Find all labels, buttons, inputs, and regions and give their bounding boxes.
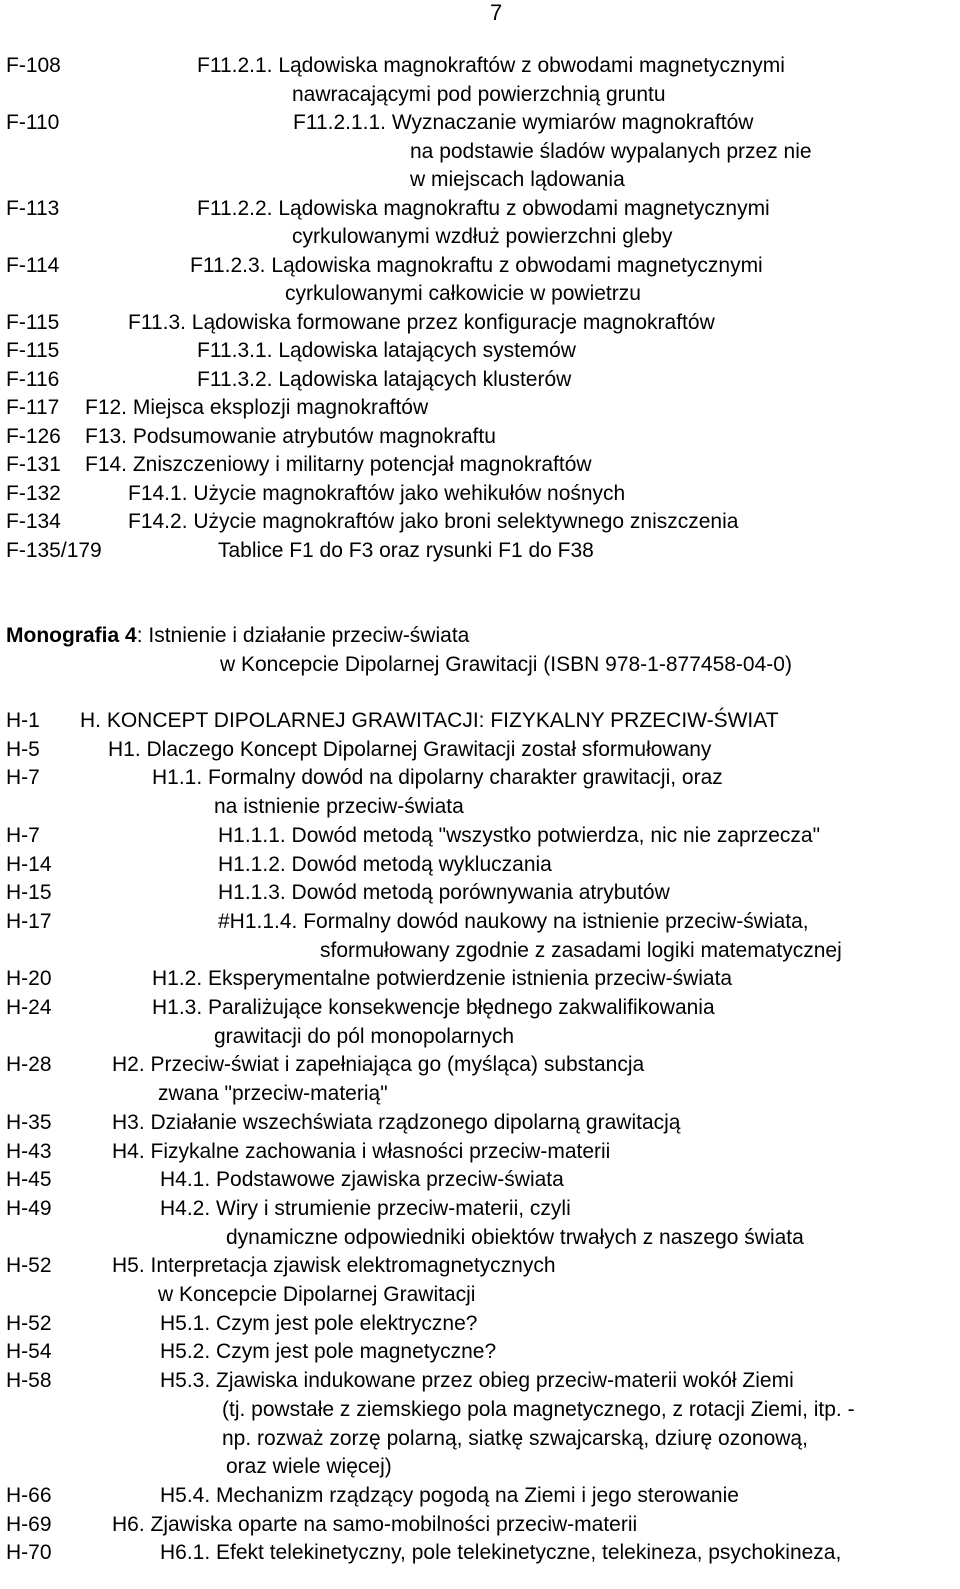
toc-row xyxy=(0,1338,960,1366)
toc-row xyxy=(0,366,960,394)
toc-entry-text: F11.3.2. Lądowiska latających klusterów xyxy=(197,367,572,391)
toc-entry-text: F13. Podsumowanie atrybutów magnokraftu xyxy=(85,424,496,448)
toc-entry-text: F11.2.2. Lądowiska magnokraftu z obwodami magnetycznymi xyxy=(197,196,770,220)
toc-row xyxy=(0,81,960,109)
toc-row xyxy=(0,508,960,536)
toc-row xyxy=(0,994,960,1022)
toc-row xyxy=(0,1252,960,1280)
toc-entry-text: F11.2.3. Lądowiska magnokraftu z obwodami magnetycznymi xyxy=(190,253,763,277)
toc-row xyxy=(0,879,960,907)
toc-page-ref: H-70 xyxy=(6,1541,52,1565)
toc-entry-text: np. rozważ zorzę polarną, siatkę szwajcarską, dziurę ozonową, xyxy=(222,1426,808,1450)
toc-entry-text: na podstawie śladów wypalanych przez nie xyxy=(410,139,812,163)
toc-row xyxy=(0,195,960,223)
toc-page-ref: H-35 xyxy=(6,1110,52,1134)
toc-page-ref: H-69 xyxy=(6,1512,52,1536)
toc-page-ref: H-58 xyxy=(6,1369,52,1393)
toc-page-ref: H-52 xyxy=(6,1254,52,1278)
toc-row xyxy=(0,1425,960,1453)
toc-page-ref: H-28 xyxy=(6,1053,52,1077)
toc-entry-text: H1.1. Formalny dowód na dipolarny charakter grawitacji, oraz xyxy=(152,766,723,790)
monograph-heading xyxy=(6,622,469,650)
toc-row xyxy=(0,252,960,280)
toc-page-ref: F-108 xyxy=(6,54,61,77)
toc-page-ref: F-134 xyxy=(6,510,61,533)
toc-row xyxy=(0,764,960,792)
toc-entry-text: H6.1. Efekt telekinetyczny, pole telekinetyczne, telekineza, psychokineza, xyxy=(160,1541,842,1565)
toc-row xyxy=(0,1224,960,1252)
toc-row xyxy=(0,451,960,479)
toc-entry-text: H6. Zjawiska oparte na samo-mobilności przeciw-materii xyxy=(112,1512,638,1536)
toc-page-ref: F-117 xyxy=(6,396,60,419)
toc-entry-text: H4. Fizykalne zachowania i własności przeciw-materii xyxy=(112,1139,611,1163)
toc-row xyxy=(0,309,960,337)
toc-row xyxy=(0,1080,960,1108)
toc-entry-text: F14. Zniszczeniowy i militarny potencjał magnokraftów xyxy=(85,453,592,476)
toc-entry-text: F11.3. Lądowiska formowane przez konfiguracje magnokraftów xyxy=(128,310,715,334)
toc-row xyxy=(0,537,960,565)
toc-entry-text: H5. Interpretacja zjawisk elektromagnetycznych xyxy=(112,1254,556,1278)
toc-row xyxy=(0,1166,960,1194)
toc-row xyxy=(0,1109,960,1137)
toc-entry-text: (tj. powstałe z ziemskiego pola magnetycznego, z rotacji Ziemi, itp. - xyxy=(222,1397,855,1421)
toc-row xyxy=(0,1310,960,1338)
toc-row xyxy=(0,166,960,194)
toc-entry-text: oraz wiele więcej) xyxy=(226,1455,392,1479)
toc-entry-text: w miejscach lądowania xyxy=(410,168,625,191)
toc-row xyxy=(0,1453,960,1481)
toc-entry-text: F11.2.1. Lądowiska magnokraftów z obwodami magnetycznymi xyxy=(197,54,785,77)
monograph-label: Monografia 4 xyxy=(6,624,137,647)
toc-page-ref: F-115 xyxy=(6,310,60,334)
toc-entry-text: H1. Dlaczego Koncept Dipolarnej Grawitacji został sformułowany xyxy=(108,737,712,761)
toc-row xyxy=(0,965,960,993)
toc-entry-text: F12. Miejsca eksplozji magnokraftów xyxy=(85,396,429,419)
toc-page-ref: F-126 xyxy=(6,424,61,448)
toc-entry-text: H1.1.1. Dowód metodą "wszystko potwierdza, nic nie zaprzecza" xyxy=(218,823,821,847)
toc-entry-text: nawracającymi pod powierzchnią gruntu xyxy=(292,82,666,106)
toc-entry-text: dynamiczne odpowiedniki obiektów trwałych z naszego świata xyxy=(226,1225,804,1249)
toc-entry-text: H1.1.2. Dowód metodą wykluczania xyxy=(218,852,552,876)
toc-row xyxy=(0,1023,960,1051)
toc-page-ref: H-52 xyxy=(6,1311,52,1335)
toc-page-ref: F-135/179 xyxy=(6,538,102,562)
toc-row xyxy=(0,1539,960,1567)
toc-row xyxy=(0,1482,960,1510)
toc-entry-text: grawitacji do pól monopolarnych xyxy=(214,1024,514,1048)
monograph-title-line2: w Koncepcie Dipolarnej Grawitacji (ISBN 978-1-877458-04-0) xyxy=(220,653,792,676)
toc-row xyxy=(0,52,960,80)
toc-entry-text: cyrkulowanymi całkowicie w powietrzu xyxy=(285,282,641,305)
toc-entry-text: sformułowany zgodnie z zasadami logiki matematycznej xyxy=(320,938,842,962)
toc-entry-text: na istnienie przeciw-świata xyxy=(214,795,464,819)
toc-page-ref: H-20 xyxy=(6,967,52,991)
toc-page-ref: F-116 xyxy=(6,367,60,391)
toc-page-ref: F-132 xyxy=(6,481,61,505)
toc-entry-text: H5.4. Mechanizm rządzący pogodą na Ziemi i jego sterowanie xyxy=(160,1483,739,1507)
toc-page-ref: H-1 xyxy=(6,709,40,732)
toc-entry-text: #H1.1.4. Formalny dowód naukowy na istnienie przeciw-świata, xyxy=(218,909,809,933)
toc-entry-text: Tablice F1 do F3 oraz rysunki F1 do F38 xyxy=(218,538,594,562)
toc-row xyxy=(0,793,960,821)
toc-row xyxy=(0,1138,960,1166)
toc-page-ref: H-7 xyxy=(6,823,40,847)
toc-page-ref: H-66 xyxy=(6,1483,52,1507)
toc-entry-text: F11.2.1.1. Wyznaczanie wymiarów magnokraftów xyxy=(293,111,754,134)
toc-page-ref: H-17 xyxy=(6,909,52,933)
toc-row xyxy=(0,280,960,308)
toc-page-ref: F-115 xyxy=(6,339,60,362)
toc-page-ref: H-45 xyxy=(6,1168,52,1192)
toc-entry-text: H5.2. Czym jest pole magnetyczne? xyxy=(160,1340,497,1364)
toc-row xyxy=(0,109,960,137)
toc-row xyxy=(0,822,960,850)
toc-row xyxy=(0,1051,960,1079)
toc-row xyxy=(0,138,960,166)
toc-page-ref: F-131 xyxy=(6,453,61,476)
toc-page-ref: H-7 xyxy=(6,766,40,790)
toc-row xyxy=(0,423,960,451)
toc-row xyxy=(0,337,960,365)
toc-entry-text: F14.2. Użycie magnokraftów jako broni selektywnego zniszczenia xyxy=(128,510,739,533)
toc-entry-text: w Koncepcie Dipolarnej Grawitacji xyxy=(158,1283,476,1306)
toc-row xyxy=(0,937,960,965)
toc-entry-text: H1.3. Paraliżujące konsekwencje błędnego zakwalifikowania xyxy=(152,996,715,1019)
monograph-title-line1: : Istnienie i działanie przeciw-świata xyxy=(136,624,470,647)
page-number: 7 xyxy=(490,0,503,25)
toc-page-ref: H-24 xyxy=(6,996,52,1019)
toc-row xyxy=(0,707,960,735)
toc-row xyxy=(0,1195,960,1223)
toc-row xyxy=(0,1511,960,1539)
toc-entry-text: F14.1. Użycie magnokraftów jako wehikułów nośnych xyxy=(128,481,626,505)
toc-page-ref: H-5 xyxy=(6,737,40,761)
toc-page-ref: H-15 xyxy=(6,881,52,905)
toc-row xyxy=(0,1396,960,1424)
toc-entry-text: H5.3. Zjawiska indukowane przez obieg przeciw-materii wokół Ziemi xyxy=(160,1369,794,1393)
toc-page-ref: H-54 xyxy=(6,1340,52,1364)
toc-entry-text: H1.1.3. Dowód metodą porównywania atrybutów xyxy=(218,881,670,905)
toc-page-ref: F-113 xyxy=(6,196,60,220)
toc-entry-text: H4.1. Podstawowe zjawiska przeciw-świata xyxy=(160,1168,564,1192)
toc-page-ref: F-114 xyxy=(6,253,60,277)
toc-page-ref: H-14 xyxy=(6,852,52,876)
toc-row xyxy=(0,851,960,879)
toc-row xyxy=(0,223,960,251)
toc-page-ref: F-110 xyxy=(6,111,60,134)
toc-entry-text: H2. Przeciw-świat i zapełniająca go (myśląca) substancja xyxy=(112,1053,645,1077)
toc-entry-text: H1.2. Eksperymentalne potwierdzenie istnienia przeciw-świata xyxy=(152,967,733,991)
toc-entry-text: zwana "przeciw-materią" xyxy=(158,1082,388,1106)
toc-entry-text: H3. Działanie wszechświata rządzonego dipolarną grawitacją xyxy=(112,1110,681,1134)
toc-row xyxy=(0,480,960,508)
toc-row xyxy=(0,1281,960,1309)
toc-page-ref: H-49 xyxy=(6,1196,52,1220)
toc-entry-text: H5.1. Czym jest pole elektryczne? xyxy=(160,1311,478,1335)
toc-entry-text: F11.3.1. Lądowiska latających systemów xyxy=(197,339,576,362)
toc-page-ref: H-43 xyxy=(6,1139,52,1163)
toc-row xyxy=(0,394,960,422)
toc-entry-text: H. KONCEPT DIPOLARNEJ GRAWITACJI: FIZYKALNY PRZECIW-ŚWIAT xyxy=(80,709,779,732)
toc-row xyxy=(0,908,960,936)
toc-entry-text: cyrkulowanymi wzdłuż powierzchni gleby xyxy=(292,225,673,248)
toc-entry-text: H4.2. Wiry i strumienie przeciw-materii, czyli xyxy=(160,1196,571,1220)
toc-row xyxy=(0,736,960,764)
toc-row xyxy=(0,1367,960,1395)
